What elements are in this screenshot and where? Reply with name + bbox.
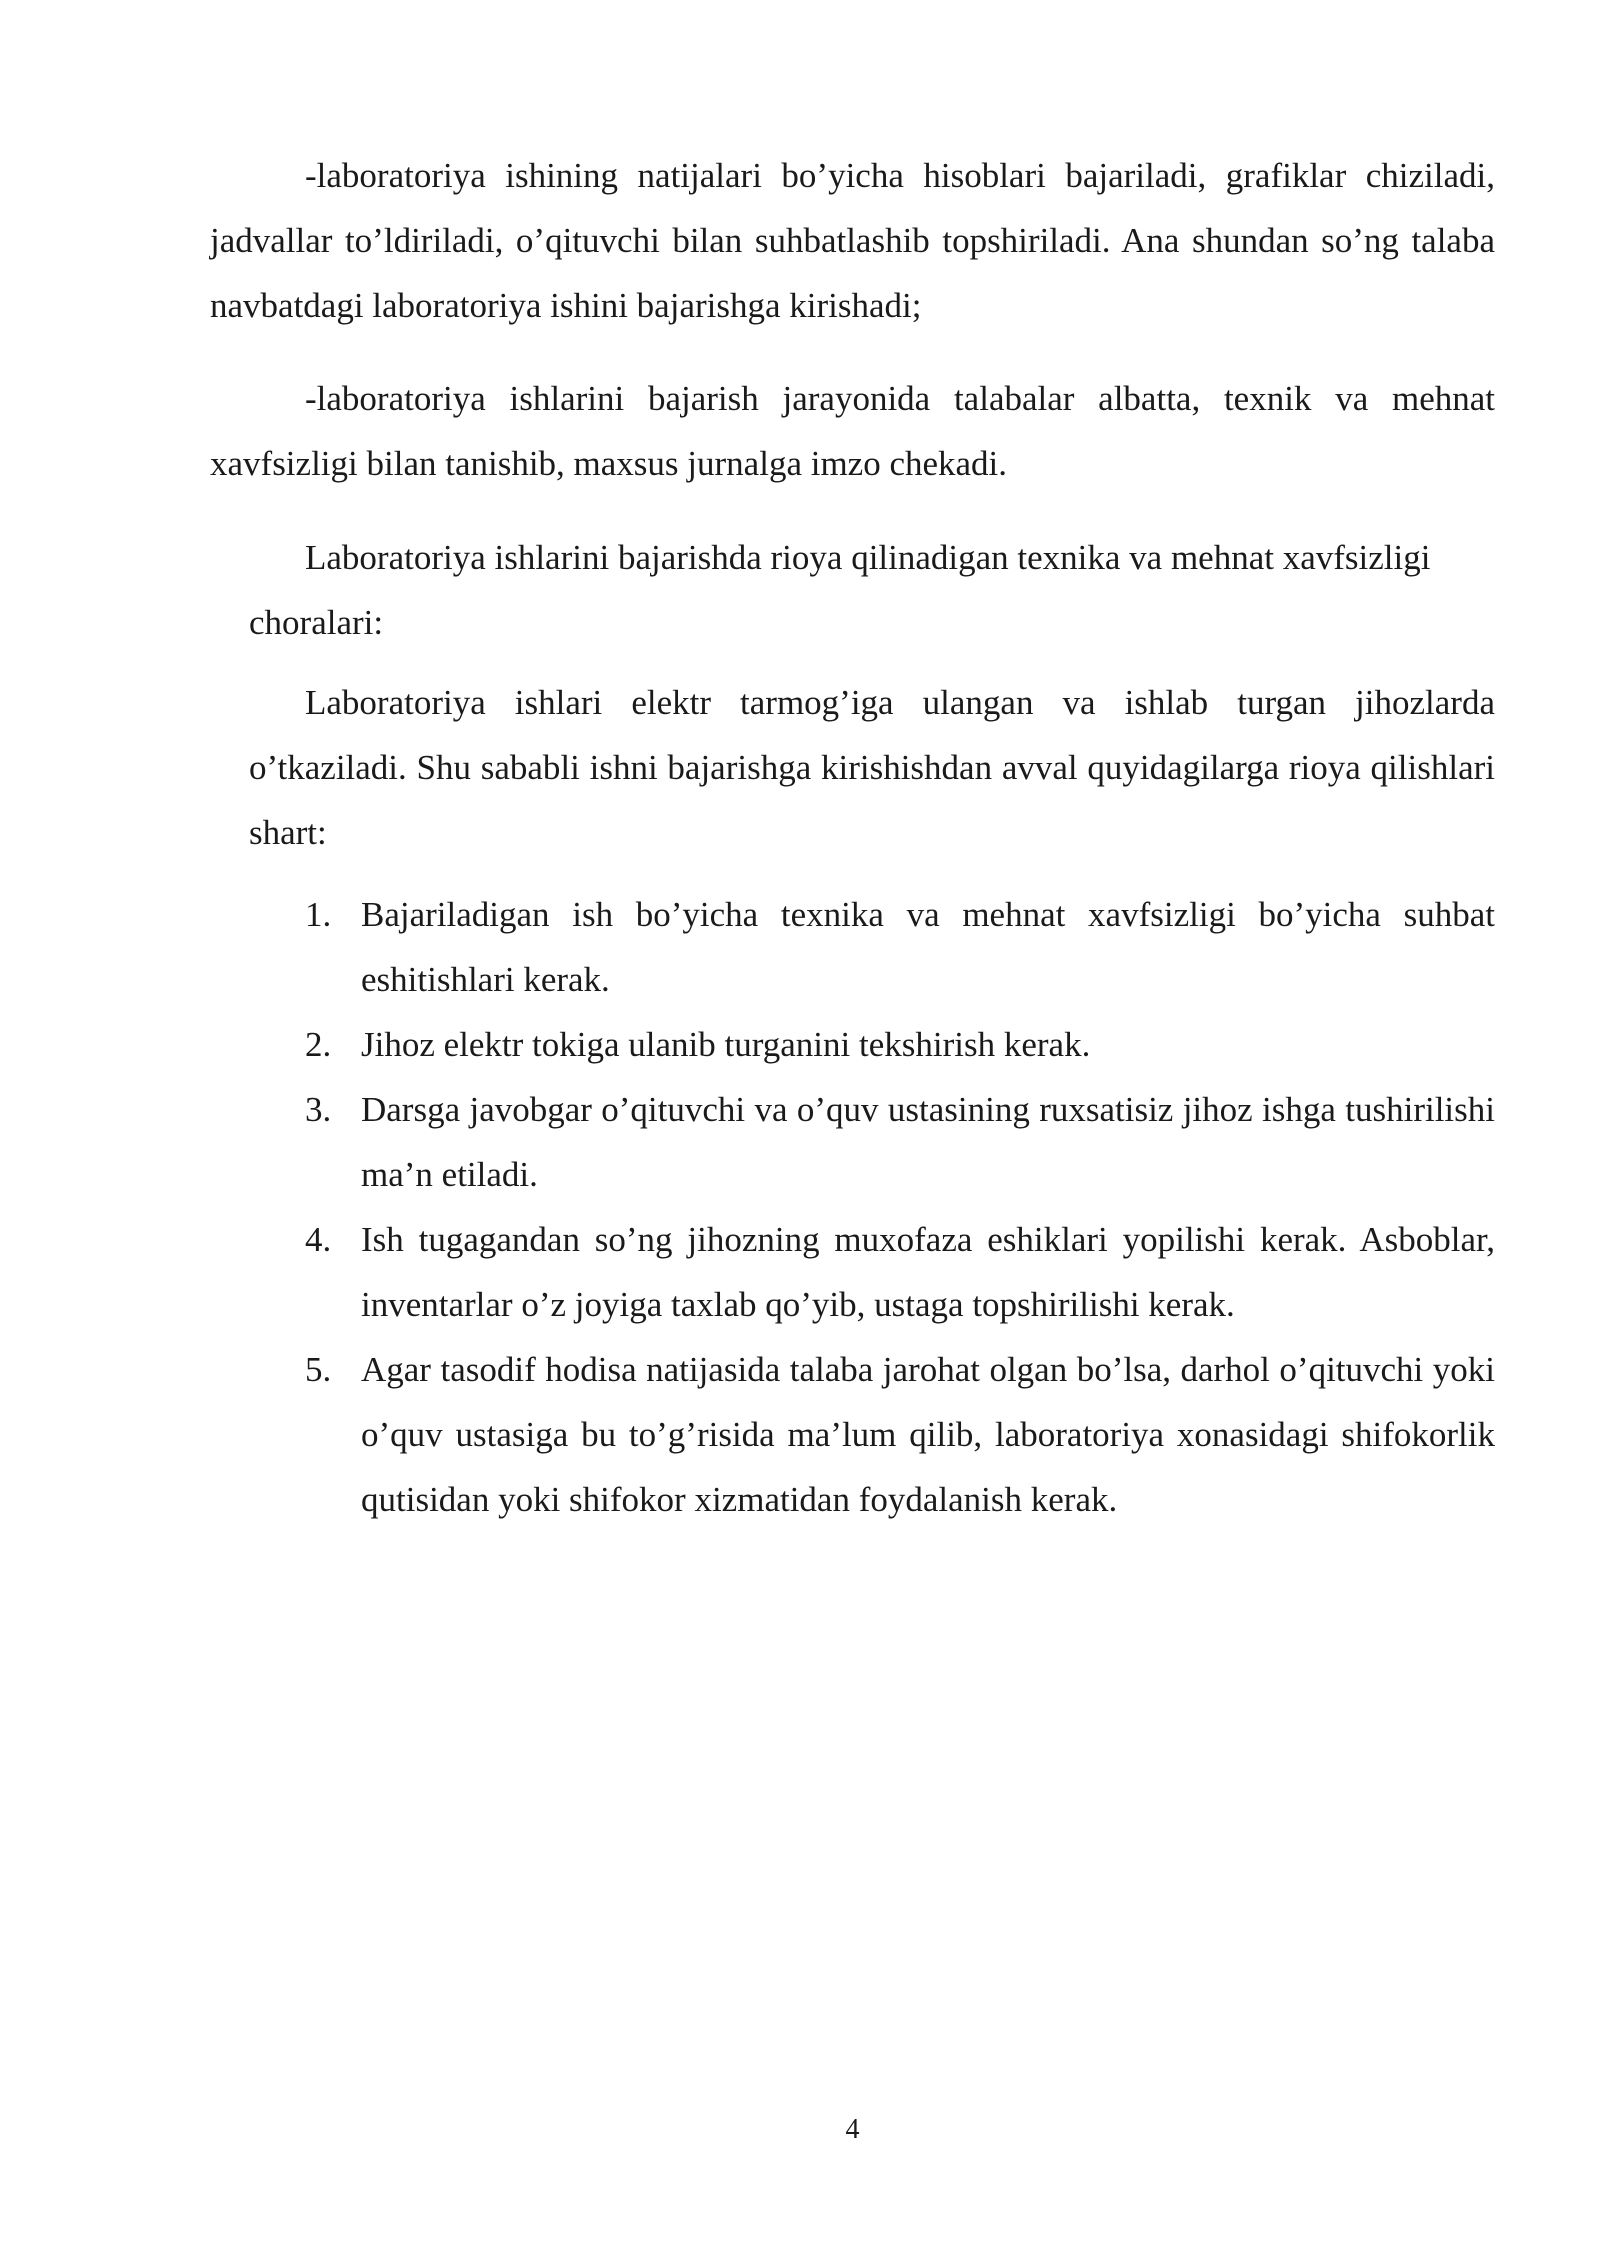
list-item-text: Agar tasodif hodisa natijasida talaba jarohat olgan bo’lsa, darhol o’qituvchi yoki o’quv ustasiga bu to’g’risida ma’lum qilib, laboratoriya xonasidagi shifokorlik qutisidan yoki shifokor xizmatidan foydalanish kerak.: [361, 1350, 1495, 1519]
paragraph-lab-results: -laboratoriya ishining natijalari bo’yicha hisoblari bajariladi, grafiklar chiziladi, jadvallar to’ldiriladi, o’qituvchi bilan suhbatlashib topshiriladi. Ana shundan so’ng talaba navbatdagi laboratoriya ishini bajarishga kirishadi;: [210, 156, 1495, 325]
list-item-text: Jihoz elektr tokiga ulanib turganini tekshirish kerak.: [361, 1025, 1091, 1064]
section-heading-safety-measures: Laboratoriya ishlarini bajarishda rioya qilinadigan texnika va mehnat xavfsizligi choralari:: [249, 538, 1431, 642]
list-item-number: 3.: [305, 1090, 332, 1129]
list-item: [305, 1207, 1495, 1337]
list-item-number: 5.: [305, 1350, 332, 1389]
page-number: 4: [845, 2114, 860, 2145]
list-item-number: 2.: [305, 1025, 332, 1064]
safety-rules-list: [305, 882, 1495, 1532]
list-item: [305, 1012, 1495, 1077]
list-item-text: Ish tugagandan so’ng jihozning muxofaza eshiklari yopilishi kerak. Asboblar, inventarlar o’z joyiga taxlab qo’yib, ustaga topshirilishi kerak.: [361, 1220, 1495, 1324]
list-item-number: 1.: [305, 895, 332, 934]
list-item: [305, 1337, 1495, 1532]
list-item: [305, 1077, 1495, 1207]
list-item-number: 4.: [305, 1220, 332, 1259]
paragraph-safety-journal: -laboratoriya ishlarini bajarish jarayonida talabalar albatta, texnik va mehnat xavfsizligi bilan tanishib, maxsus jurnalga imzo chekadi.: [210, 379, 1495, 483]
list-item-text: Bajariladigan ish bo’yicha texnika va mehnat xavfsizligi bo’yicha suhbat eshitishlari kerak.: [361, 895, 1495, 999]
list-item: [305, 882, 1495, 1012]
paragraph-electrical-equipment: Laboratoriya ishlari elektr tarmog’iga ulangan va ishlab turgan jihozlarda o’tkaziladi. Shu sababli ishni bajarishga kirishishdan avval quyidagilarga rioya qilishlari shart:: [249, 683, 1495, 852]
list-item-text: Darsga javobgar o’qituvchi va o’quv ustasining ruxsatisiz jihoz ishga tushirilishi ma’n etiladi.: [361, 1090, 1495, 1194]
